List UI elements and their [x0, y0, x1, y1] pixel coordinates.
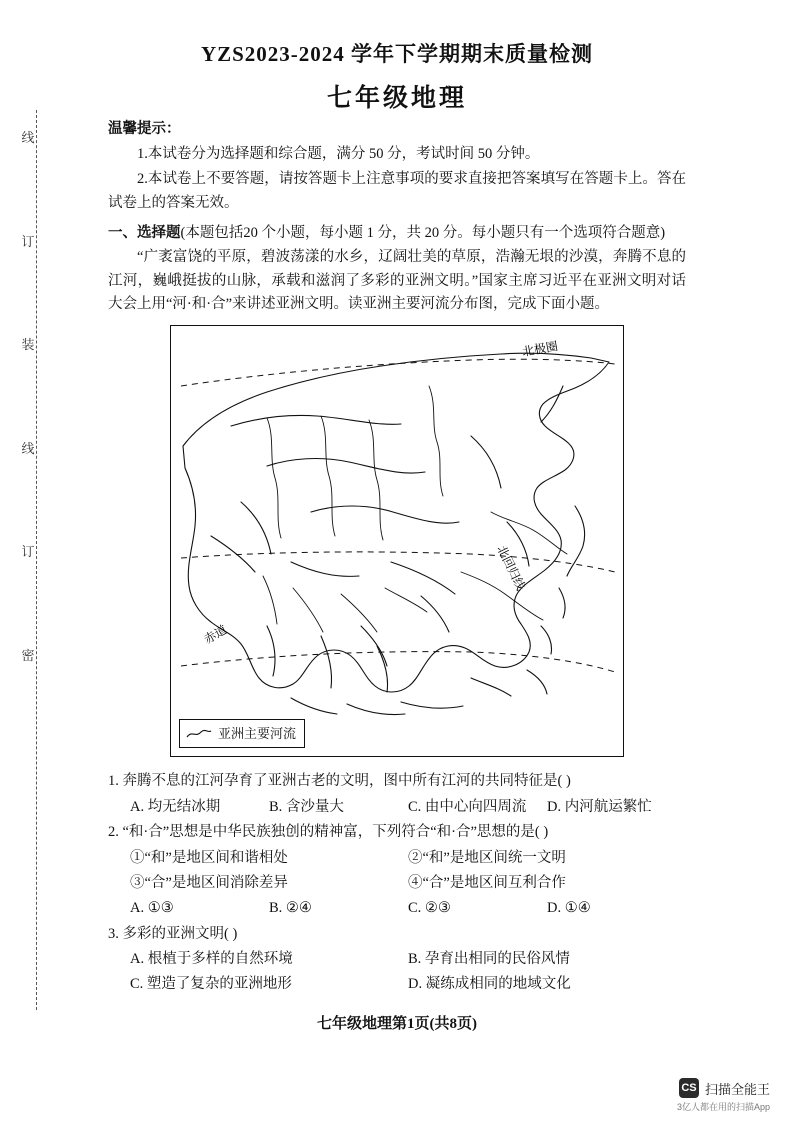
- question-2-statements-row-2: [108, 871, 686, 896]
- label-tropic-cancer: 北回归线: [494, 543, 528, 593]
- notice-item-2: 2.本试卷上不要答题，请按答题卡上注意事项的要求直接把答案填写在答题卡上。答在试卷上的答案无效。: [108, 170, 686, 211]
- map-legend: [179, 719, 305, 748]
- page-footer: 七年级地理第1页(共8页): [317, 1016, 477, 1032]
- question-1-option-c[interactable]: C. 由中心向四周流: [408, 798, 527, 815]
- question-3-option-c[interactable]: C. 塑造了复杂的亚洲地形: [130, 976, 292, 993]
- question-2-option-a[interactable]: A. ①③: [130, 900, 174, 917]
- question-3-stem: 3. 多彩的亚洲文明( ): [108, 925, 238, 942]
- section-heading: [108, 222, 686, 246]
- question-1-option-a[interactable]: A. 均无结冰期: [130, 798, 221, 815]
- seal-vertical-text: [18, 130, 40, 752]
- question-2-statements-row-1: [108, 846, 686, 871]
- seal-char-3: 线: [21, 440, 37, 456]
- asia-rivers-map: [170, 325, 624, 757]
- seal-char-5: 密: [21, 647, 37, 663]
- question-2-option-c[interactable]: C. ②③: [408, 900, 451, 917]
- page-title: YZS2023-2024 学年下学期期末质量检测: [200, 42, 594, 66]
- seal-char-1: 订: [21, 233, 37, 249]
- question-3-option-a[interactable]: A. 根植于多样的自然环境: [130, 951, 293, 967]
- question-2-statement-3: ③“合”是地区间消除差异: [130, 874, 288, 891]
- question-2-statement-1: ①“和”是地区间和谐相处: [130, 849, 288, 866]
- camscanner-badge-icon: CS: [679, 1078, 699, 1098]
- question-1-option-d[interactable]: D. 内河航运繁忙: [547, 798, 652, 815]
- camscanner-label: 扫描全能王: [704, 1081, 770, 1097]
- legend-label: 亚洲主要河流: [218, 725, 297, 741]
- notice-item-1: 1.本试卷分为选择题和综合题，满分 50 分，考试时间 50 分钟。: [137, 145, 540, 162]
- question-3-options-row-1: [108, 947, 686, 972]
- questions-list: [108, 769, 686, 997]
- seal-char-0: 线: [21, 130, 37, 145]
- question-2-option-d[interactable]: D. ①④: [547, 900, 591, 917]
- question-2-options: [108, 896, 686, 921]
- river-line-icon: [186, 728, 212, 740]
- question-1-stem: 1. 奔腾不息的江河孕育了亚洲古老的文明，图中所有江河的共同特征是( ): [108, 773, 571, 790]
- asia-map-svg: [171, 326, 621, 754]
- question-3-options-row-2: [108, 972, 686, 997]
- seal-char-2: 装: [21, 337, 37, 353]
- subject-title: 七年级地理: [326, 85, 467, 112]
- content-body: [108, 118, 686, 998]
- question-1-options: [108, 795, 686, 820]
- question-2-stem: 2. “和·合”思想是中华民族独创的精神富，下列符合“和·合”思想的是( ): [108, 824, 549, 841]
- section-heading-rest: (本题包括20 个小题，每小题 1 分，共 20 分。每小题只有一个选项符合题意): [180, 224, 666, 241]
- camscanner-subtext: 3亿人都在用的扫描App: [676, 1102, 770, 1112]
- section-intro: “广袤富饶的平原，碧波荡漾的水乡，辽阔壮美的草原，浩瀚无垠的沙漠，奔腾不息的江河，巍峨挺拔的山脉，承载和滋润了多彩的亚洲文明。”国家主席习近平在亚洲文明对话大会上用“河·和·合”来讲述亚洲文明。读亚洲主要河流分布图，完成下面小题。: [108, 248, 686, 313]
- question-2-statement-2: ②“和”是地区间统一文明: [408, 849, 566, 866]
- question-2-statement-4: ④“合”是地区间互利合作: [408, 874, 566, 891]
- question-3-option-d[interactable]: D. 凝练成相同的地域文化: [408, 976, 571, 993]
- label-arctic-circle: 北极圈: [521, 339, 559, 360]
- question-3-option-b[interactable]: B. 孕育出相同的民俗风情: [408, 951, 570, 967]
- camscanner-watermark: [679, 1078, 770, 1098]
- question-2-option-b[interactable]: B. ②④: [269, 900, 312, 917]
- seal-char-4: 订: [21, 544, 37, 560]
- section-heading-bold: 一、选择题: [108, 224, 181, 241]
- label-equator: 赤道: [201, 622, 230, 647]
- question-1-option-b[interactable]: B. 含沙量大: [269, 798, 344, 815]
- notice-label: 温馨提示：: [108, 121, 181, 137]
